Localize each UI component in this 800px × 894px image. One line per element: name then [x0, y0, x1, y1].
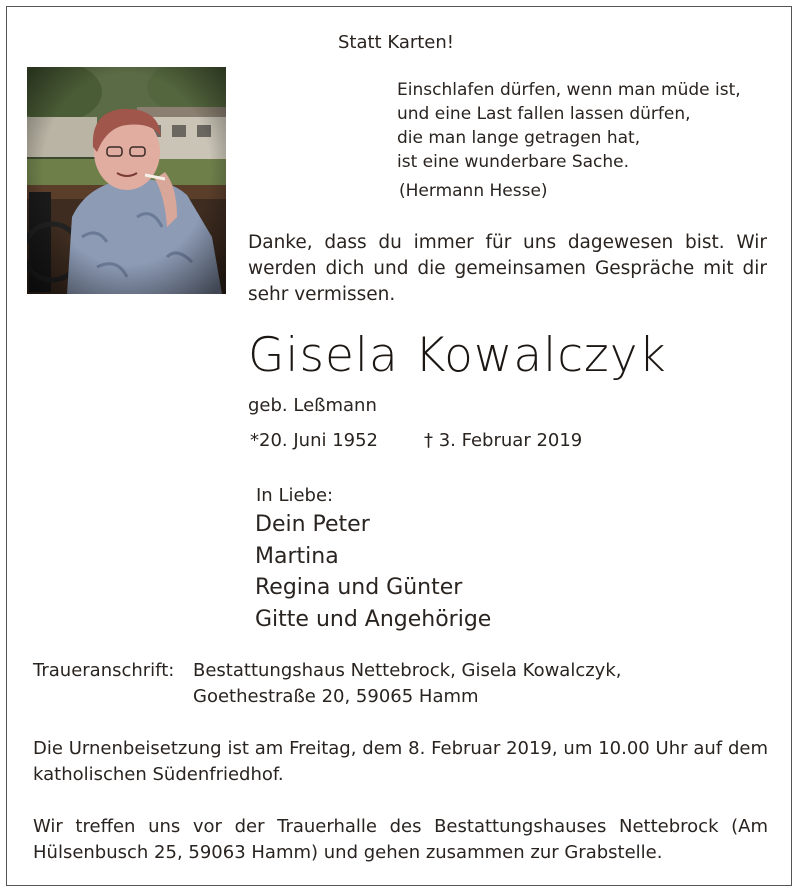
poem-line: ist eine wunderbare Sache. [397, 152, 630, 172]
mourners-list [255, 509, 491, 635]
mourner-name: Gitte und Angehörige [255, 606, 492, 632]
portrait-photo-image [27, 67, 226, 294]
mourner-name: Dein Peter [255, 512, 370, 537]
address-label: Traueranschrift: [33, 660, 175, 681]
header-statt-karten: Statt Karten! [337, 32, 455, 53]
poem-line: und eine Last fallen lassen dürfen, [397, 104, 691, 124]
meeting-text: Wir treffen uns vor der Trauerhalle des Bestattungshauses Nettebrock (Am Hülsenbusch 25, 59063 Hamm) und gehen zusammen zur Grabstelle. [33, 816, 768, 863]
poem-author: (Hermann Hesse) [399, 181, 548, 201]
urn-burial-text: Die Urnenbeisetzung ist am Freitag, dem 8. Februar 2019, um 10.00 Uhr auf dem katholischen Südenfriedhof. [33, 738, 768, 785]
mourner-name: Regina und Günter [255, 575, 463, 600]
deceased-name: Gisela Kowalczyk [248, 328, 667, 383]
address-line-1: Bestattungshaus Nettebrock, Gisela Kowalczyk, [193, 660, 622, 681]
birth-date: *20. Juni 1952 [250, 430, 379, 451]
poem-line: Einschlafen dürfen, wenn man müde ist, [397, 80, 741, 100]
address-line-2: Goethestraße 20, 59065 Hamm [193, 686, 479, 707]
thanks-text: Danke, dass du immer für uns dagewesen bist. Wir werden dich und die gemeinsamen Gespräche mit dir sehr vermissen. [248, 232, 767, 305]
portrait-photo [27, 67, 226, 294]
mourner-name: Martina [255, 543, 339, 569]
maiden-name: geb. Leßmann [248, 395, 377, 416]
mourners-intro: In Liebe: [256, 485, 334, 506]
death-date: † 3. Februar 2019 [424, 430, 583, 451]
poem [397, 78, 741, 174]
poem-line: die man lange getragen hat, [397, 128, 641, 148]
